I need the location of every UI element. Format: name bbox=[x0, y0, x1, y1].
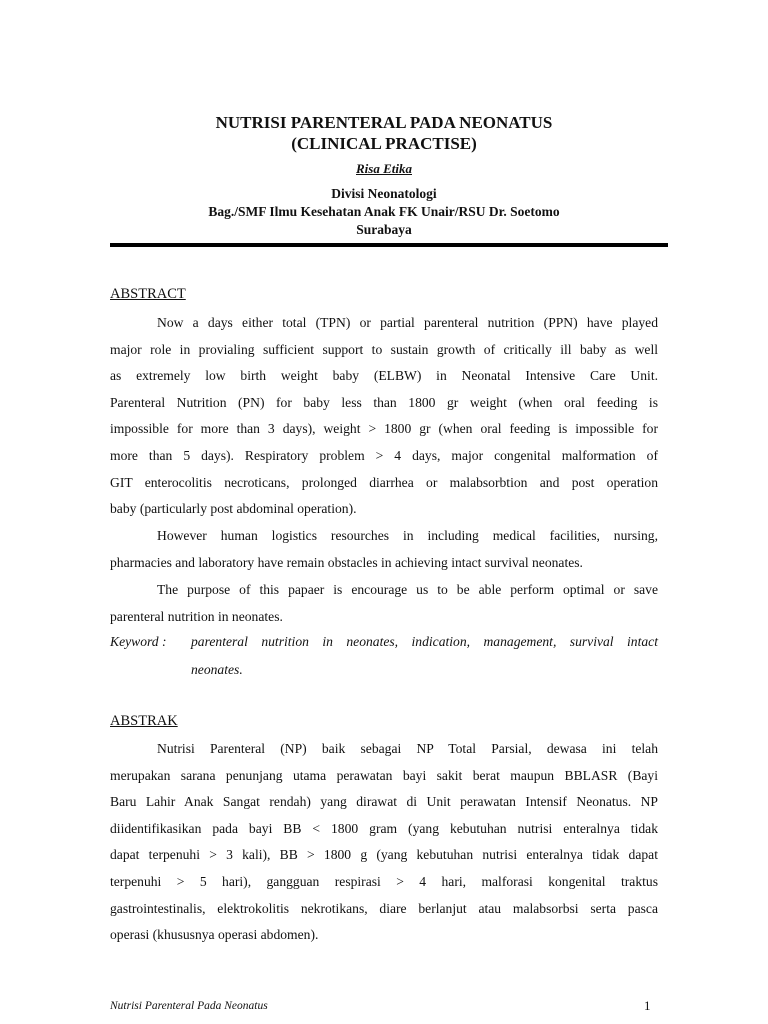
abstract-heading: ABSTRACT bbox=[110, 286, 186, 302]
author-name: Risa Etika bbox=[356, 161, 412, 176]
affiliation-line-2: Bag./SMF Ilmu Kesehatan Anak FK Unair/RSU Dr. Soetomo bbox=[208, 204, 560, 219]
affiliation-line-1: Divisi Neonatologi bbox=[331, 186, 437, 201]
abstract-paragraph-1 bbox=[110, 310, 658, 523]
text-line: major role in provialing sufficient support to sustain growth of critically ill baby as well bbox=[110, 341, 658, 357]
header-divider bbox=[110, 243, 668, 247]
running-footer-title: Nutrisi Parenteral Pada Neonatus bbox=[110, 1000, 268, 1012]
text-line: baby (particularly post abdominal operation). bbox=[110, 501, 357, 517]
text-line: terpenuhi > 5 hari), gangguan respirasi > 4 hari, malforasi kongenital traktus bbox=[110, 873, 658, 889]
text-line: Now a days either total (TPN) or partial parenteral nutrition (PPN) have played bbox=[157, 315, 658, 330]
text-line: Baru Lahir Anak Sangat rendah) yang dirawat di Unit perawatan Intensif Neonatus. NP bbox=[110, 794, 658, 810]
text-line: pharmacies and laboratory have remain obstacles in achieving intact survival neonates. bbox=[110, 554, 583, 570]
text-line: diidentifikasikan pada bayi BB < 1800 gram (yang kebutuhan nutrisi enteralnya tidak bbox=[110, 820, 658, 836]
text-line: as extremely low birth weight baby (ELBW) in Neonatal Intensive Care Unit. bbox=[110, 368, 658, 384]
text-line: more than 5 days). Respiratory problem > 4 days, major congenital malformation of bbox=[110, 447, 658, 463]
text-line: Parenteral Nutrition (PN) for baby less than 1800 gr weight (when oral feeding is bbox=[110, 394, 658, 410]
text-line: merupakan sarana penunjang utama perawatan bayi sakit berat maupun BBLASR (Bayi bbox=[110, 767, 658, 783]
abstrak-paragraph-1 bbox=[110, 736, 658, 949]
text-line: Nutrisi Parenteral (NP) baik sebagai NP Total Parsial, dewasa ini telah bbox=[157, 741, 658, 756]
text-line: GIT enterocolitis necroticans, prolonged diarrhea or malabsorbtion and post operation bbox=[110, 474, 658, 490]
text-line: dapat terpenuhi > 3 kali), BB > 1800 g (yang kebutuhan nutrisi enteralnya tidak dapat bbox=[110, 847, 658, 863]
keyword-label: Keyword : bbox=[110, 634, 167, 649]
paper-title-line-2: (CLINICAL PRACTISE) bbox=[291, 134, 477, 153]
abstract-paragraph-2 bbox=[110, 523, 658, 576]
text-line: The purpose of this papaer is encourage us to be able perform optimal or save bbox=[157, 582, 658, 597]
title-block bbox=[110, 112, 658, 239]
text-line: parenteral nutrition in neonates. bbox=[110, 608, 283, 624]
paper-title-line-1: NUTRISI PARENTERAL PADA NEONATUS bbox=[215, 113, 553, 132]
keyword-list bbox=[191, 628, 658, 684]
keyword-line: neonates. bbox=[191, 662, 243, 677]
keyword-line: parenteral nutrition in neonates, indication, management, survival intact bbox=[191, 634, 658, 649]
abstrak-heading: ABSTRAK bbox=[110, 713, 178, 729]
page-number: 1 bbox=[644, 998, 651, 1013]
text-line: operasi (khususnya operasi abdomen). bbox=[110, 927, 319, 943]
text-line: impossible for more than 3 days), weight > 1800 gr (when oral feeding is impossible for bbox=[110, 421, 658, 437]
abstract-paragraph-3 bbox=[110, 577, 658, 630]
text-line: However human logistics resourches in including medical facilities, nursing, bbox=[157, 528, 658, 543]
affiliation-line-3: Surabaya bbox=[356, 222, 412, 237]
text-line: gastrointestinalis, elektrokolitis nekrotikans, diare berlanjut atau malabsorbsi serta pasca bbox=[110, 900, 658, 916]
